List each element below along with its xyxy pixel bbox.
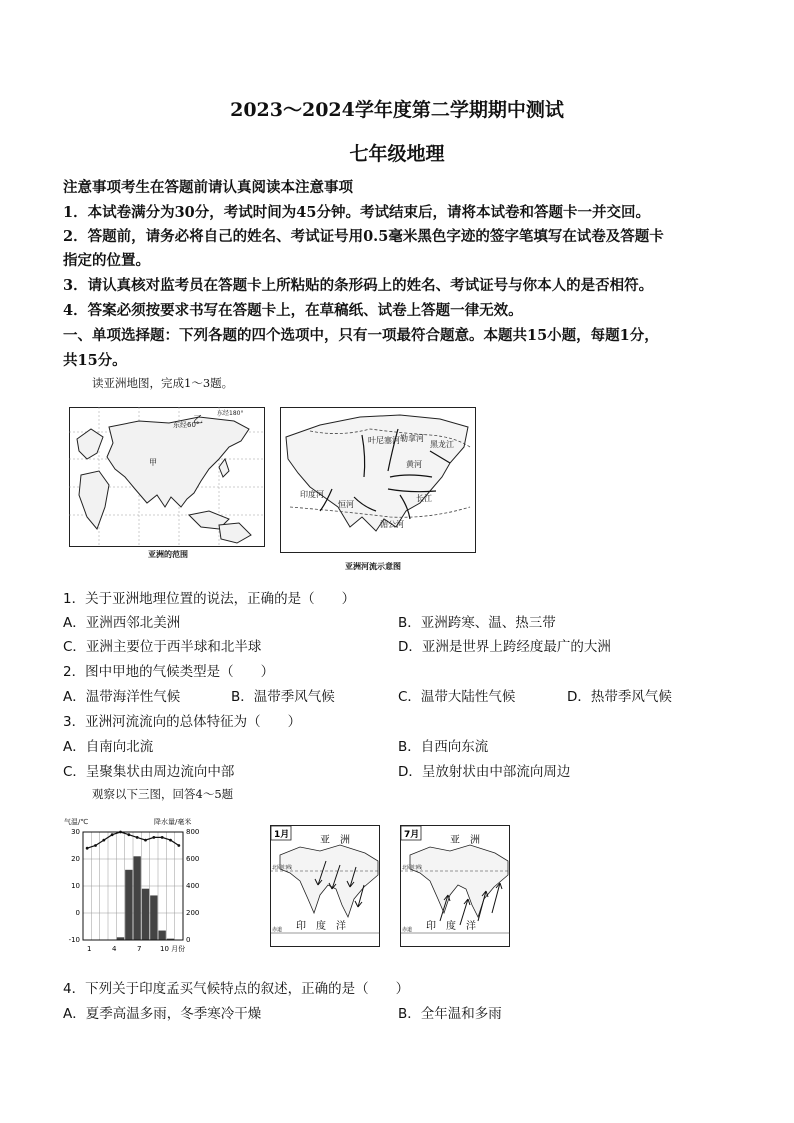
chart-xtick-10: 10 月份	[160, 945, 186, 953]
monsoon-map-july	[400, 825, 510, 947]
map2-river-yangtze: 长江	[416, 494, 432, 503]
q4-option-b[interactable]: B．全年温和多雨	[398, 1006, 502, 1022]
q2-option-d[interactable]: D．热带季风气候	[567, 689, 672, 705]
map1-label-jia: 甲	[149, 458, 157, 467]
chart-rtick-800: 800	[186, 828, 200, 836]
q3-stem: 3．亚洲河流流向的总体特征为（ ）	[63, 714, 302, 730]
precip-bar-9	[150, 895, 157, 940]
q1-stem: 1．关于亚洲地理位置的说法，正确的是（ ）	[63, 591, 356, 607]
q1-option-b[interactable]: B．亚洲跨寒、温、热三带	[398, 615, 556, 631]
precip-bar-10	[159, 931, 166, 940]
jan-tropic-label: 北回归线	[272, 865, 293, 871]
q1-option-c[interactable]: C．亚洲主要位于西半球和北半球	[63, 639, 262, 655]
chart-ltick-20: 20	[71, 855, 80, 863]
temp-point-9	[152, 836, 155, 839]
temp-point-1	[86, 847, 89, 850]
notice-item-3: 3．请认真核对监考员在答题卡上所粘贴的条形码上的姓名、考试证号与你本人的是否相符。	[63, 277, 654, 294]
map1-label-lon: 东经60°	[173, 421, 200, 429]
chart-xtick-4: 4	[112, 945, 117, 953]
map1-label-yi: 乙	[193, 415, 203, 426]
jan-asia-label: 亚 洲	[320, 835, 350, 846]
asia-range-map	[69, 407, 265, 547]
q3-option-a[interactable]: A．自南向北流	[63, 739, 154, 755]
temp-point-12	[177, 844, 180, 847]
map2-river-yenisei: 叶尼塞河	[368, 436, 400, 445]
temp-point-11	[169, 839, 172, 842]
section-heading: 一、单项选择题：下列各题的四个选项中，只有一项最符合题意。本题共15小题，每题1分，	[63, 327, 659, 344]
jul-month-label: 7月	[404, 830, 420, 840]
map2-river-indus: 印度河	[300, 490, 324, 499]
jul-tropic-label: 北回归线	[402, 865, 423, 871]
chart-xtick-7: 7	[137, 945, 142, 953]
intro-maps: 读亚洲地图，完成1～3题。	[92, 376, 234, 390]
precip-bar-8	[142, 889, 149, 940]
chart-rtick-200: 200	[186, 909, 200, 917]
notice-heading: 注意事项考生在答题前请认真阅读本注意事项	[63, 179, 353, 196]
chart-ltick-30: 30	[71, 828, 80, 836]
chart-xtick-1: 1	[87, 945, 92, 953]
map2-river-huang: 黄河	[406, 460, 422, 469]
temp-point-6	[127, 833, 130, 836]
chart-rtick-400: 400	[186, 882, 200, 890]
exam-subject: 七年级地理	[349, 143, 445, 165]
jul-ocean-label: 印 度 洋	[426, 921, 476, 932]
section-heading-cont: 共15分。	[63, 352, 127, 369]
q3-option-b[interactable]: B．自西向东流	[398, 739, 489, 755]
q2-option-c[interactable]: C．温带大陆性气候	[398, 689, 516, 705]
map1-label-lon2: 东经180°	[217, 410, 244, 417]
climate-chart	[62, 815, 222, 955]
chart-ltick-10: 10	[71, 882, 80, 890]
notice-item-2: 2．答题前，请务必将自己的姓名、考试证号用0.5毫米黑色字迹的签字笔填写在试卷及答题卡	[63, 228, 664, 245]
q1-option-a[interactable]: A．亚洲西邻北美洲	[63, 615, 181, 631]
jan-equator-label: 赤道	[272, 927, 283, 933]
chart-ylabel-right: 降水量/毫米	[154, 818, 192, 826]
jul-equator-label: 赤道	[402, 927, 413, 933]
exam-title: 2023～2024学年度第二学期期中测试	[230, 99, 564, 121]
q2-stem: 2．图中甲地的气候类型是（ ）	[63, 664, 275, 680]
q1-option-d[interactable]: D．亚洲是世界上跨经度最广的大洲	[398, 639, 611, 655]
jul-asia-label: 亚 洲	[450, 835, 480, 846]
q3-option-c[interactable]: C．呈聚集状由周边流向中部	[63, 764, 235, 780]
intro-figures: 观察以下三图，回答4～5题	[92, 787, 234, 801]
jan-ocean-label: 印 度 洋	[296, 921, 346, 932]
temp-point-2	[94, 844, 97, 847]
q4-option-a[interactable]: A．夏季高温多雨，冬季寒冷干燥	[63, 1006, 262, 1022]
map2-river-ganges: 恒河	[338, 500, 354, 509]
asia-rivers-map	[280, 407, 476, 553]
notice-item-2-cont: 指定的位置。	[63, 252, 150, 269]
notice-item-4: 4．答案必须按要求书写在答题卡上，在草稿纸、试卷上答题一律无效。	[63, 302, 523, 319]
q2-option-a[interactable]: A．温带海洋性气候	[63, 689, 181, 705]
chart-ltick-m10: -10	[68, 936, 80, 944]
map2-river-lena: 勒拿河	[400, 434, 424, 443]
temp-point-7	[136, 836, 139, 839]
map2-caption: 亚洲河流示意图	[345, 562, 401, 571]
chart-rtick-0: 0	[186, 936, 191, 944]
map1-caption: 亚洲的范围	[148, 550, 188, 559]
chart-rtick-600: 600	[186, 855, 200, 863]
temp-point-8	[144, 839, 147, 842]
temp-point-4	[111, 833, 114, 836]
notice-item-1: 1．本试卷满分为30分，考试时间为45分钟。考试结束后，请将本试卷和答题卡一并交回。	[63, 204, 650, 221]
temp-point-10	[161, 836, 164, 839]
q3-option-d[interactable]: D．呈放射状由中部流向周边	[398, 764, 571, 780]
q4-stem: 4．下列关于印度孟买气候特点的叙述，正确的是（ ）	[63, 981, 410, 997]
jan-month-label: 1月	[274, 830, 290, 840]
map2-river-mekong: 湄公河	[380, 520, 404, 529]
map2-river-heilong: 黑龙江	[430, 440, 454, 449]
chart-ltick-0: 0	[75, 909, 80, 917]
precip-bar-6	[125, 870, 132, 940]
precip-bar-7	[134, 856, 141, 940]
temp-point-3	[102, 839, 105, 842]
q2-option-b[interactable]: B．温带季风气候	[231, 689, 335, 705]
chart-ylabel-left: 气温/℃	[64, 818, 89, 826]
monsoon-map-january	[270, 825, 380, 947]
